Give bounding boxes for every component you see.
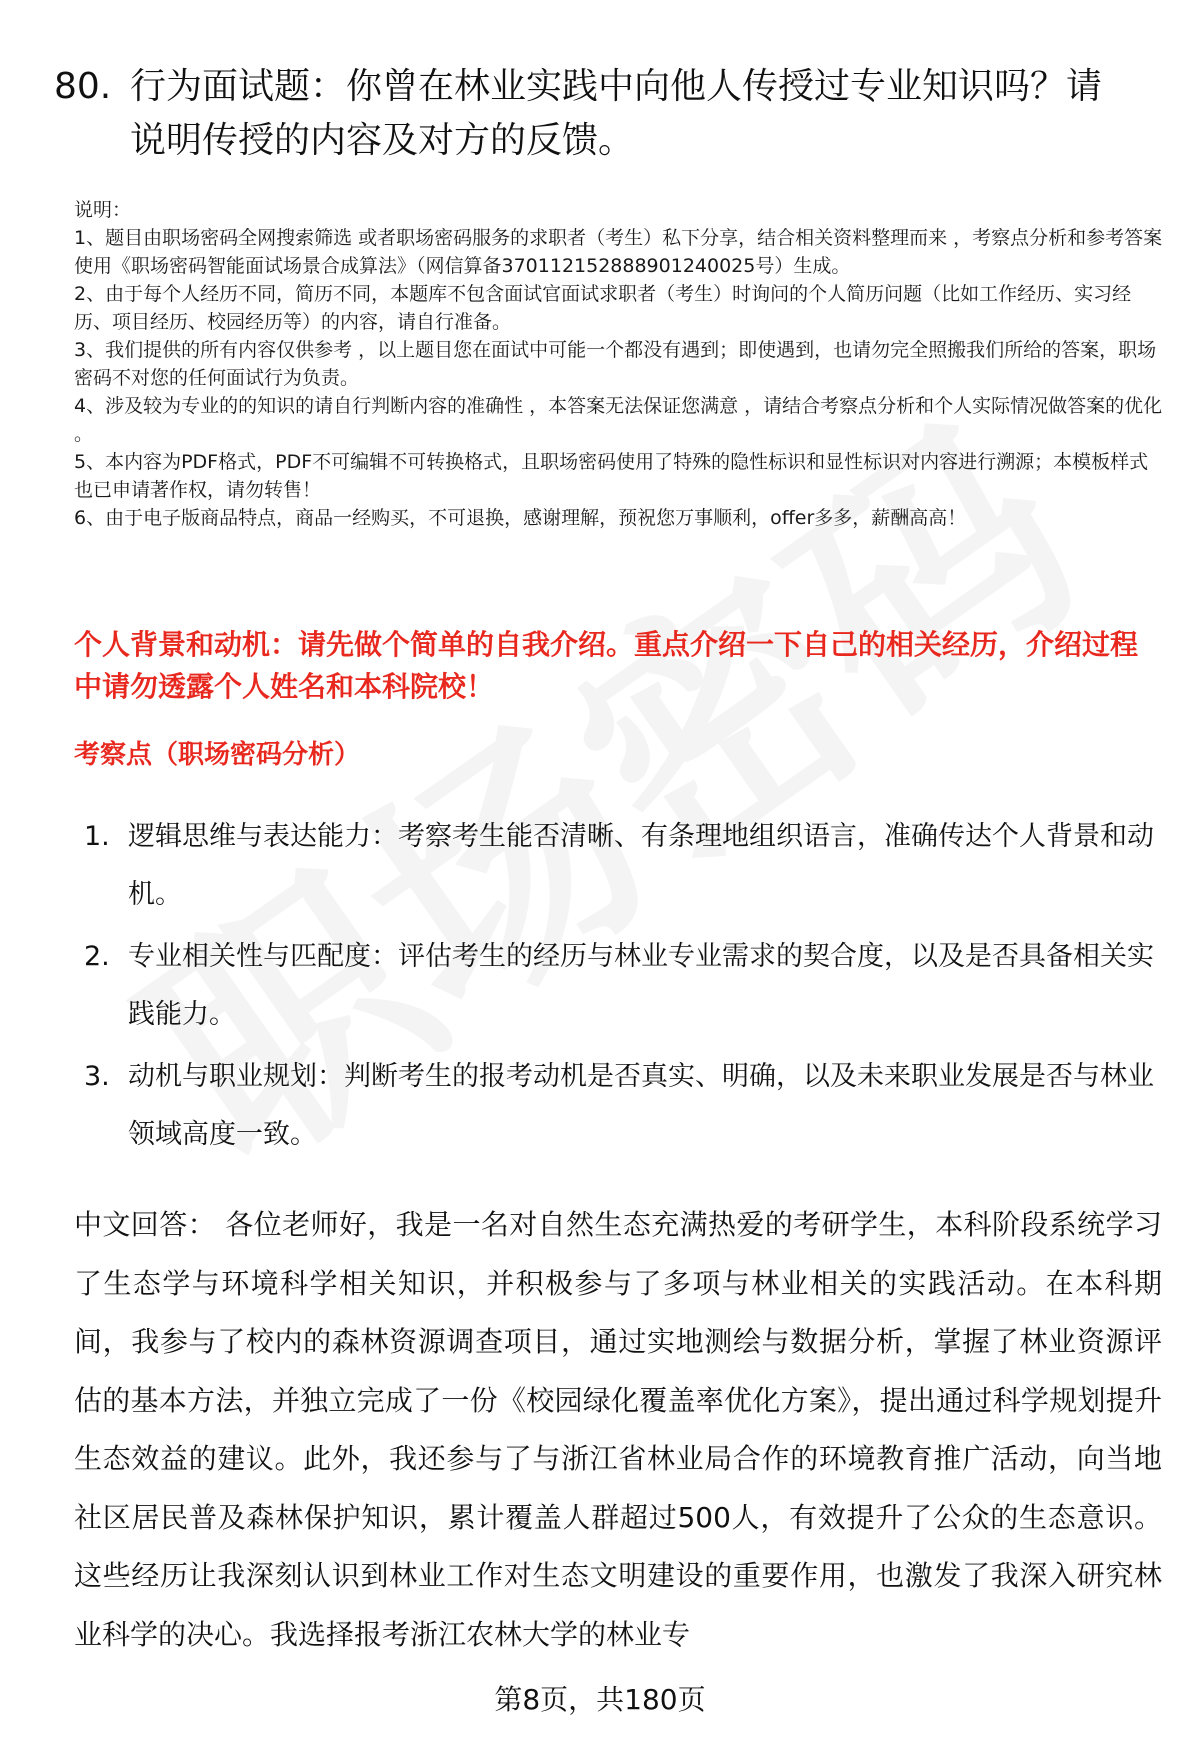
notes-title: 说明： [74,199,132,221]
question-number: 80. [54,66,112,107]
analysis-points [84,808,1164,1168]
point-number: 1. [84,821,110,852]
analysis-point [84,928,1164,1044]
analysis-point [84,1048,1164,1164]
analysis-point [84,808,1164,924]
question-heading [54,60,1134,168]
note-item: 5、本内容为PDF格式，PDF不可编辑不可转换格式，且职场密码使用了特殊的隐性标识和显性标识对内容进行溯源；本模板样式也已申请著作权，请勿转售！ [74,451,1149,501]
point-text: 动机与职业规划：判断考生的报考动机是否真实、明确，以及未来职业发展是否与林业领域高度一致。 [128,1061,1154,1150]
answer-section [74,1196,1162,1664]
page-footer: 第8页，共180页 [494,1683,706,1716]
note-item: 2、由于每个人经历不同，简历不同，本题库不包含面试官面试求职者（考生）时询问的个人简历问题（比如工作经历、实习经历、项目经历、校园经历等）的内容，请自行准备。 [74,283,1132,333]
section-heading: 个人背景和动机：请先做个简单的自我介绍。重点介绍一下自己的相关经历，介绍过程中请勿透露个人姓名和本科院校！ [74,628,1139,703]
note-item: 6、由于电子版商品特点，商品一经购买，不可退换，感谢理解，预祝您万事顺利，offer多多，薪酬高高！ [74,507,967,529]
point-text: 专业相关性与匹配度：评估考生的经历与林业专业需求的契合度，以及是否具备相关实践能力。 [128,941,1154,1030]
note-item: 4、涉及较为专业的的知识的请自行判断内容的准确性 ，本答案无法保证您满意 ，请结合考察点分析和个人实际情况做答案的优化 。 [74,395,1163,445]
answer-text: 各位老师好，我是一名对自然生态充满热爱的考研学生，本科阶段系统学习了生态学与环境科学相关知识，并积极参与了多项与林业相关的实践活动。在本科期间，我参与了校内的森林资源调查项目，通过实地测绘与数据分析，掌握了林业资源评估的基本方法，并独立完成了一份《校园绿化覆盖率优化方案》，提出通过科学规划提升生态效益的建议。此外，我还参与了与浙江省林业局合作的环境教育推广活动，向当地社区居民普及森林保护知识，累计覆盖人群超过500人，有效提升了公众的生态意识。这些经历让我深刻认识到林业工作对生态文明建设的重要作用，也激发了我深入研究林业科学的决心。我选择报考浙江农林大学的林业专 [74,1208,1162,1651]
question-text: 行为面试题：你曾在林业实践中向他人传授过专业知识吗？请说明传授的内容及对方的反馈。 [130,66,1103,161]
answer-label: 中文回答： [74,1208,216,1241]
notes-section [74,196,1164,532]
point-number: 3. [84,1061,110,1092]
note-item: 3、我们提供的所有内容仅供参考 ，以上题目您在面试中可能一个都没有遇到；即使遇到，也请勿完全照搬我们所给的答案，职场密码不对您的任何面试行为负责。 [74,339,1157,389]
point-text: 逻辑思维与表达能力：考察考生能否清晰、有条理地组织语言，准确传达个人背景和动机。 [128,821,1154,910]
analysis-title: 考察点（职场密码分析） [74,740,361,770]
note-item: 1、题目由职场密码全网搜索筛选 或者职场密码服务的求职者（考生）私下分享，结合相关资料整理而来 ，考察点分析和参考答案使用《职场密码智能面试场景合成算法》（网信算备370112152888901240025号）生成。 [74,227,1163,277]
point-number: 2. [84,941,110,972]
